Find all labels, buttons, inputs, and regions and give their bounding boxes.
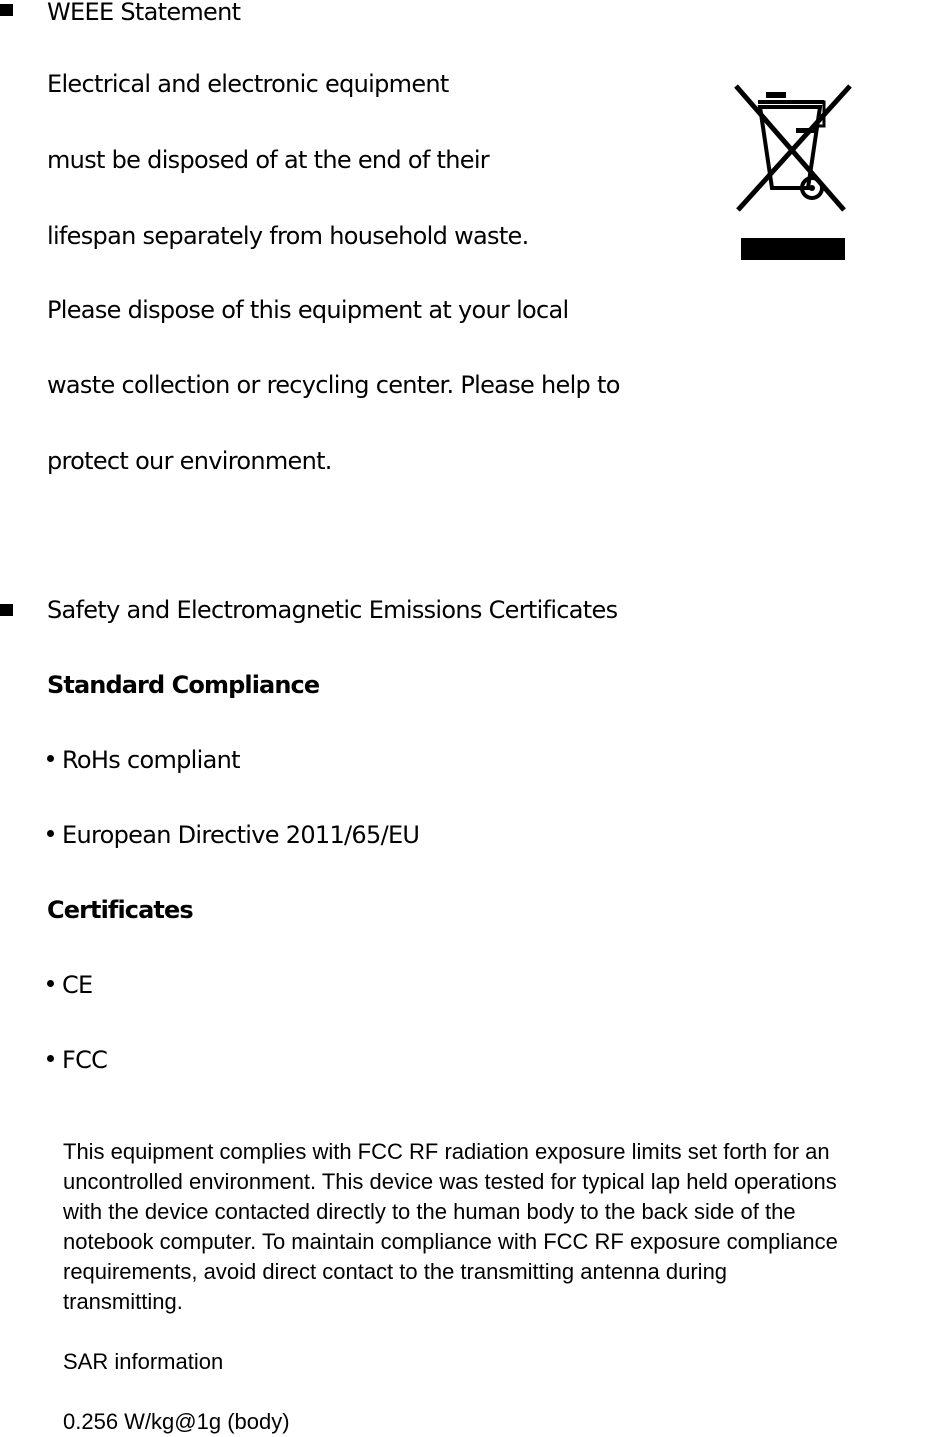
bullet-dot (47, 755, 54, 762)
list-item-label: CE (62, 971, 93, 999)
weee-heading: WEEE Statement (47, 0, 241, 26)
list-item-label: European Directive 2011/65/EU (62, 821, 420, 849)
bullet-dot (47, 1055, 54, 1062)
fcc-statement-line: This equipment complies with FCC RF radiation exposure limits set forth for an (63, 1139, 830, 1164)
section-bullet-square (0, 604, 13, 616)
list-item (47, 820, 419, 850)
bullet-dot (47, 980, 54, 987)
sar-value: 0.256 W/kg@1g (body) (63, 1409, 290, 1434)
fcc-statement-line: notebook computer. To maintain compliance with FCC RF exposure compliance (63, 1229, 838, 1254)
list-item-label: RoHs compliant (62, 746, 240, 774)
weee-text-line: protect our environment. (47, 447, 332, 475)
list-item (47, 1045, 107, 1075)
standard-compliance-title: Standard Compliance (47, 671, 320, 699)
crossed-out-wheeled-bin-icon (728, 80, 858, 265)
safety-heading: Safety and Electromagnetic Emissions Certificates (47, 596, 618, 624)
weee-text-line: lifespan separately from household waste. (47, 222, 529, 250)
weee-text-line: waste collection or recycling center. Please help to (47, 371, 620, 399)
fcc-statement (63, 1137, 947, 1317)
fcc-statement-line: uncontrolled environment. This device was tested for typical lap held operations (63, 1169, 837, 1194)
weee-text-line: Electrical and electronic equipment (47, 70, 449, 98)
weee-text-line: Please dispose of this equipment at your local (47, 296, 569, 324)
fcc-statement-line: with the device contacted directly to the human body to the back side of the (63, 1199, 796, 1224)
weee-text-line: must be disposed of at the end of their (47, 146, 489, 174)
bullet-dot (47, 830, 54, 837)
list-item (47, 970, 93, 1000)
section-bullet-square (0, 4, 13, 16)
certificates-title: Certificates (47, 896, 193, 924)
fcc-statement-line: transmitting. (63, 1289, 183, 1314)
fcc-statement-line: requirements, avoid direct contact to the transmitting antenna during (63, 1259, 728, 1284)
list-item-label: FCC (62, 1046, 108, 1074)
list-item (47, 745, 240, 775)
sar-label: SAR information (63, 1349, 224, 1374)
